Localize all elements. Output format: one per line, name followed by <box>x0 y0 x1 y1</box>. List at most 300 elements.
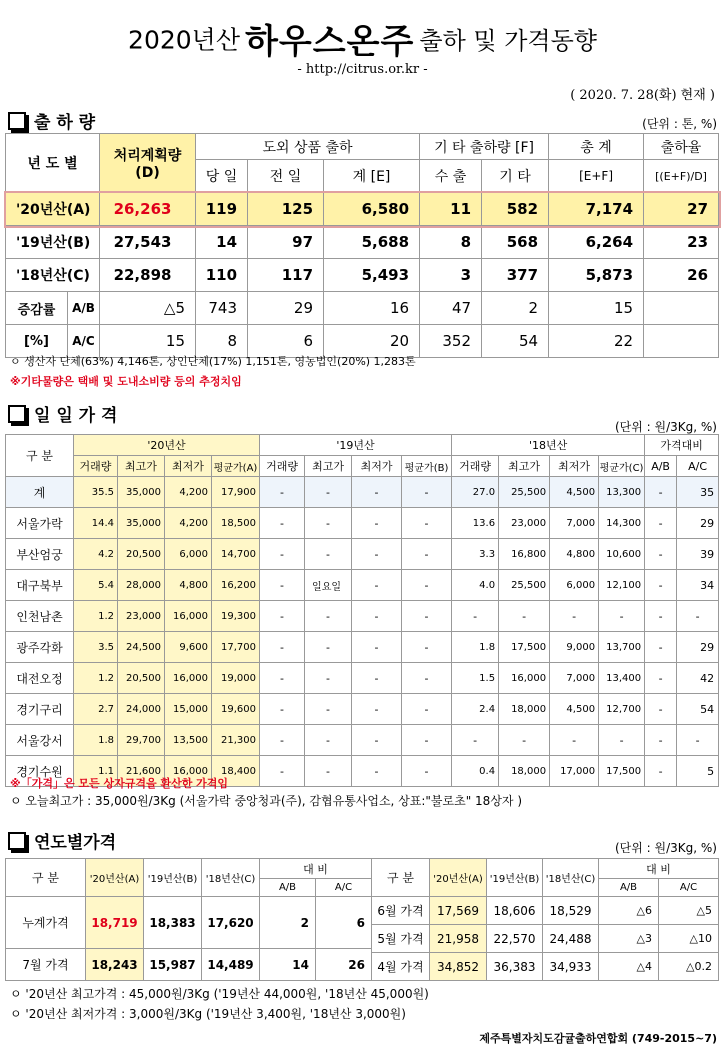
daily-cell: 18,000 <box>499 694 550 725</box>
checkbox-square-icon <box>8 832 26 850</box>
hdr-export: 수 출 <box>420 160 482 193</box>
yr-hdr-ab: A/B <box>599 879 659 897</box>
daily-cell: 4,800 <box>165 570 212 601</box>
yr-y18: 24,488 <box>543 925 599 953</box>
daily-cell: 19,600 <box>212 694 260 725</box>
daily-cell: 4,500 <box>550 694 599 725</box>
daily-cell: 20,500 <box>118 539 165 570</box>
daily-cell: - <box>305 477 352 508</box>
hdr-other: 기 타 출하량 [F] <box>420 134 549 160</box>
shipment-plan: 27,543 <box>100 226 196 259</box>
yr-name: 4월 가격 <box>372 953 430 981</box>
section-shipment-label: 출 하 량 <box>34 113 96 133</box>
daily-cell: 24,000 <box>118 694 165 725</box>
daily-cell: - <box>352 601 402 632</box>
daily-cell: 일요일 <box>305 570 352 601</box>
yl-hdr-ac: A/C <box>316 879 372 897</box>
daily-cell: 9,000 <box>550 632 599 663</box>
daily-cell: - <box>260 756 305 787</box>
daily-cell: 6,000 <box>165 539 212 570</box>
daily-cell: 18,500 <box>212 508 260 539</box>
daily-cell: - <box>645 477 677 508</box>
daily-cell: - <box>499 725 550 756</box>
daily-cell: 13.6 <box>452 508 499 539</box>
daily-cell: 25,500 <box>499 570 550 601</box>
shipment-plan: 22,898 <box>100 259 196 292</box>
section-shipment-title <box>8 108 95 133</box>
daily-cell: 29 <box>677 508 719 539</box>
checkbox-square-icon <box>8 112 26 130</box>
daily-cell: 16,000 <box>165 756 212 787</box>
daily-cell: - <box>599 725 645 756</box>
yr-y20: 21,958 <box>430 925 487 953</box>
change-label: [%] <box>6 325 68 358</box>
daily-hdr-avg-c: 평균가(C) <box>599 456 645 477</box>
daily-cell: 23,000 <box>499 508 550 539</box>
daily-cell: - <box>645 756 677 787</box>
hdr-rate: 출하율 <box>644 134 719 160</box>
yr-hdr-y19: '19년산(B) <box>487 859 543 897</box>
daily-cell: 35.5 <box>74 477 118 508</box>
table-row <box>372 953 719 981</box>
daily-cell: 29,700 <box>118 725 165 756</box>
shipment-export: 3 <box>420 259 482 292</box>
daily-cell: - <box>260 694 305 725</box>
daily-cell: - <box>402 508 452 539</box>
daily-cell: - <box>402 477 452 508</box>
daily-hdr-vol-a: 거래량 <box>74 456 118 477</box>
daily-cell: 18,400 <box>212 756 260 787</box>
change-rate <box>644 325 719 358</box>
shipment-export: 11 <box>420 193 482 226</box>
table-row <box>6 226 719 259</box>
daily-cell: 13,400 <box>599 663 645 694</box>
daily-cell: 20,500 <box>118 663 165 694</box>
yr-name: 6월 가격 <box>372 897 430 925</box>
title-subtitle: 출하 및 가격동향 <box>419 27 597 55</box>
daily-cell: - <box>305 601 352 632</box>
shipment-unit: (단위 : 톤, %) <box>642 117 717 131</box>
daily-cell: 16,800 <box>499 539 550 570</box>
section-yearly-title <box>8 828 116 853</box>
change-etc: 54 <box>482 325 549 358</box>
daily-cell: - <box>599 601 645 632</box>
daily-hdr-gubun: 구 분 <box>6 435 74 477</box>
daily-cell: 35,000 <box>118 508 165 539</box>
yl-y19: 15,987 <box>144 949 202 981</box>
daily-cell: 7,000 <box>550 663 599 694</box>
daily-cell: - <box>402 632 452 663</box>
yr-hdr-y20: '20년산(A) <box>430 859 487 897</box>
section-daily-label: 일 일 가 격 <box>34 406 118 426</box>
daily-cell: 10,600 <box>599 539 645 570</box>
section-yearly-label: 연도별가격 <box>34 833 117 853</box>
yr-y19: 36,383 <box>487 953 543 981</box>
yr-y19: 22,570 <box>487 925 543 953</box>
daily-cell: - <box>402 663 452 694</box>
daily-cell: - <box>645 539 677 570</box>
yr-ab: △4 <box>599 953 659 981</box>
change-ratio: A/C <box>68 325 100 358</box>
organization-footer: 제주특별자치도감귤출하연합회 (749-2015~7) <box>479 1032 717 1045</box>
hdr-year: 년 도 별 <box>6 134 100 193</box>
table-row <box>6 570 719 601</box>
yearly-note-lowest: ㅇ '20년산 최저가격 : 3,000원/3Kg ('19년산 3,400원, '18년산 3,000원) <box>10 1007 406 1021</box>
daily-hdr-max-c: 최고가 <box>499 456 550 477</box>
yr-ac: △0.2 <box>659 953 719 981</box>
daily-cell: 12,100 <box>599 570 645 601</box>
daily-cell: 21,300 <box>212 725 260 756</box>
market-name: 서울강서 <box>6 725 74 756</box>
daily-cell: 17,700 <box>212 632 260 663</box>
daily-cell: 23,000 <box>118 601 165 632</box>
daily-hdr-min-c: 최저가 <box>550 456 599 477</box>
daily-hdr-compare: 가격대비 <box>645 435 719 456</box>
daily-cell: 17,500 <box>599 756 645 787</box>
yearly-unit: (단위 : 원/3Kg, %) <box>614 841 717 855</box>
daily-cell: - <box>402 570 452 601</box>
yr-name: 5월 가격 <box>372 925 430 953</box>
daily-cell: - <box>452 601 499 632</box>
daily-cell: - <box>305 508 352 539</box>
daily-cell: 24,500 <box>118 632 165 663</box>
daily-cell: 39 <box>677 539 719 570</box>
section-daily-title <box>8 401 117 426</box>
table-row <box>6 725 719 756</box>
daily-hdr-ac: A/C <box>677 456 719 477</box>
daily-cell: - <box>402 601 452 632</box>
shipment-note-estimate: ※기타물량은 택배 및 도내소비량 등의 추정치임 <box>10 375 242 388</box>
market-name: 서울가락 <box>6 508 74 539</box>
daily-cell: - <box>352 539 402 570</box>
daily-cell: - <box>645 632 677 663</box>
daily-cell: - <box>402 756 452 787</box>
daily-cell: - <box>260 601 305 632</box>
daily-hdr-y20: '20년산 <box>74 435 260 456</box>
daily-cell: 15,000 <box>165 694 212 725</box>
yl-hdr-gubun: 구 분 <box>6 859 86 897</box>
daily-cell: - <box>352 756 402 787</box>
daily-cell: 19,000 <box>212 663 260 694</box>
yearly-note-highest: ㅇ '20년산 최고가격 : 45,000원/3Kg ('19년산 44,000원, '18년산 45,000원) <box>10 987 429 1001</box>
yl-ac: 6 <box>316 897 372 949</box>
daily-hdr-y19: '19년산 <box>260 435 452 456</box>
change-today: 743 <box>196 292 248 325</box>
daily-cell: 42 <box>677 663 719 694</box>
market-name: 대구북부 <box>6 570 74 601</box>
shipment-etc: 582 <box>482 193 549 226</box>
shipment-total: 5,873 <box>549 259 644 292</box>
daily-hdr-min-b: 최저가 <box>352 456 402 477</box>
yl-y20: 18,719 <box>86 897 144 949</box>
daily-cell: - <box>260 663 305 694</box>
table-row <box>6 292 719 325</box>
shipment-sum: 5,688 <box>324 226 420 259</box>
table-row <box>6 663 719 694</box>
hdr-domestic: 도외 상품 출하 <box>196 134 420 160</box>
daily-cell: 4,800 <box>550 539 599 570</box>
daily-cell: - <box>305 663 352 694</box>
daily-cell: - <box>260 508 305 539</box>
change-rate <box>644 292 719 325</box>
site-url: - http://citrus.or.kr - <box>297 62 428 77</box>
table-row <box>6 193 719 226</box>
yl-hdr-compare: 대 비 <box>260 859 372 879</box>
shipment-etc: 568 <box>482 226 549 259</box>
shipment-row-label: '20년산(A) <box>6 193 100 226</box>
shipment-total: 6,264 <box>549 226 644 259</box>
table-row <box>372 925 719 953</box>
shipment-table <box>5 133 719 358</box>
change-prev: 29 <box>248 292 324 325</box>
hdr-rate-sub: [(E+F)/D] <box>644 160 719 193</box>
daily-cell: 1.5 <box>452 663 499 694</box>
yl-name: 누계가격 <box>6 897 86 949</box>
report-date: ( 2020. 7. 28(화) 현재 ) <box>570 88 715 103</box>
daily-cell: - <box>352 663 402 694</box>
daily-cell: 3.5 <box>74 632 118 663</box>
daily-cell: - <box>645 570 677 601</box>
yl-ab: 2 <box>260 897 316 949</box>
table-row <box>6 259 719 292</box>
shipment-rate: 23 <box>644 226 719 259</box>
hdr-prev: 전 일 <box>248 160 324 193</box>
daily-cell: 9,600 <box>165 632 212 663</box>
daily-hdr-avg-a: 평균가(A) <box>212 456 260 477</box>
market-name: 대전오정 <box>6 663 74 694</box>
change-plan: △5 <box>100 292 196 325</box>
table-row <box>6 694 719 725</box>
daily-cell: 35 <box>677 477 719 508</box>
daily-cell: 3.3 <box>452 539 499 570</box>
table-row <box>6 949 372 981</box>
daily-cell: - <box>352 632 402 663</box>
table-row <box>6 477 719 508</box>
daily-cell: - <box>645 508 677 539</box>
market-name: 인천남촌 <box>6 601 74 632</box>
change-sum: 16 <box>324 292 420 325</box>
shipment-sum: 6,580 <box>324 193 420 226</box>
daily-cell: 21,600 <box>118 756 165 787</box>
yl-y19: 18,383 <box>144 897 202 949</box>
change-etc: 2 <box>482 292 549 325</box>
daily-cell: 4,200 <box>165 508 212 539</box>
daily-cell: - <box>260 570 305 601</box>
yl-ab: 14 <box>260 949 316 981</box>
market-name: 경기수원 <box>6 756 74 787</box>
hdr-plan: 처리계획량 (D) <box>100 134 196 193</box>
change-plan: 15 <box>100 325 196 358</box>
daily-cell: 34 <box>677 570 719 601</box>
daily-cell: 25,500 <box>499 477 550 508</box>
change-label: 증감률 <box>6 292 68 325</box>
daily-cell: 1.8 <box>452 632 499 663</box>
daily-cell: - <box>305 756 352 787</box>
shipment-etc: 377 <box>482 259 549 292</box>
yr-hdr-gubun: 구 분 <box>372 859 430 897</box>
daily-cell: - <box>352 570 402 601</box>
daily-cell: - <box>352 725 402 756</box>
change-export: 47 <box>420 292 482 325</box>
yr-ac: △10 <box>659 925 719 953</box>
daily-cell: 14,300 <box>599 508 645 539</box>
market-name: 경기구리 <box>6 694 74 725</box>
change-total: 22 <box>549 325 644 358</box>
table-row <box>6 508 719 539</box>
yearly-right-table <box>371 858 719 981</box>
daily-cell: 17,500 <box>499 632 550 663</box>
daily-note-conversion: ※「가격」은 모든 상자규격을 환산한 가격임 <box>10 777 229 790</box>
daily-cell: 5 <box>677 756 719 787</box>
daily-note-highest: ㅇ 오늘최고가 : 35,000원/3Kg (서울가락 중앙청과(주), 감협유통사업소, 상표:"불로초" 18상자 ) <box>10 794 522 808</box>
daily-cell: - <box>499 601 550 632</box>
shipment-prev: 117 <box>248 259 324 292</box>
yr-hdr-ac: A/C <box>659 879 719 897</box>
daily-cell: - <box>645 663 677 694</box>
yl-name: 7월 가격 <box>6 949 86 981</box>
daily-cell: 17,000 <box>550 756 599 787</box>
shipment-export: 8 <box>420 226 482 259</box>
daily-cell: - <box>305 694 352 725</box>
daily-cell: 35,000 <box>118 477 165 508</box>
table-row <box>6 601 719 632</box>
daily-cell: 17,900 <box>212 477 260 508</box>
daily-cell: 27.0 <box>452 477 499 508</box>
shipment-today: 14 <box>196 226 248 259</box>
change-prev: 6 <box>248 325 324 358</box>
daily-cell: 12,700 <box>599 694 645 725</box>
hdr-total: 총 계 <box>549 134 644 160</box>
daily-cell: - <box>677 601 719 632</box>
daily-cell: - <box>260 725 305 756</box>
daily-cell: 29 <box>677 632 719 663</box>
shipment-total: 7,174 <box>549 193 644 226</box>
daily-cell: 2.7 <box>74 694 118 725</box>
yr-ab: △3 <box>599 925 659 953</box>
daily-hdr-avg-b: 평균가(B) <box>402 456 452 477</box>
daily-cell: - <box>645 694 677 725</box>
hdr-sum: 계 [E] <box>324 160 420 193</box>
daily-cell: 2.4 <box>452 694 499 725</box>
yr-y18: 18,529 <box>543 897 599 925</box>
daily-cell: 1.2 <box>74 601 118 632</box>
daily-cell: - <box>352 477 402 508</box>
daily-cell: 13,700 <box>599 632 645 663</box>
yl-hdr-ab: A/B <box>260 879 316 897</box>
daily-hdr-y18: '18년산 <box>452 435 645 456</box>
table-row <box>6 632 719 663</box>
daily-cell: - <box>260 539 305 570</box>
daily-hdr-max-a: 최고가 <box>118 456 165 477</box>
daily-cell: 14.4 <box>74 508 118 539</box>
shipment-prev: 125 <box>248 193 324 226</box>
change-ratio: A/B <box>68 292 100 325</box>
daily-cell: - <box>352 508 402 539</box>
daily-cell: - <box>402 694 452 725</box>
yl-ac: 26 <box>316 949 372 981</box>
yl-hdr-y18: '18년산(C) <box>202 859 260 897</box>
yr-y20: 17,569 <box>430 897 487 925</box>
daily-cell: - <box>402 725 452 756</box>
daily-cell: - <box>677 725 719 756</box>
daily-cell: 16,000 <box>165 601 212 632</box>
daily-cell: 1.8 <box>74 725 118 756</box>
title-year: 2020년산 <box>128 25 240 55</box>
yl-y18: 14,489 <box>202 949 260 981</box>
yr-hdr-y18: '18년산(C) <box>543 859 599 897</box>
shipment-today: 119 <box>196 193 248 226</box>
shipment-rate: 27 <box>644 193 719 226</box>
daily-cell: 4.0 <box>452 570 499 601</box>
daily-cell: 7,000 <box>550 508 599 539</box>
daily-cell: 28,000 <box>118 570 165 601</box>
daily-hdr-vol-c: 거래량 <box>452 456 499 477</box>
daily-cell: 0.4 <box>452 756 499 787</box>
daily-hdr-min-a: 최저가 <box>165 456 212 477</box>
page-title <box>0 14 725 63</box>
daily-cell: 1.1 <box>74 756 118 787</box>
yl-hdr-y20: '20년산(A) <box>86 859 144 897</box>
daily-cell: - <box>402 539 452 570</box>
daily-cell: 6,000 <box>550 570 599 601</box>
hdr-today: 당 일 <box>196 160 248 193</box>
market-name: 광주각화 <box>6 632 74 663</box>
daily-cell: 16,000 <box>165 663 212 694</box>
yr-ac: △5 <box>659 897 719 925</box>
yr-ab: △6 <box>599 897 659 925</box>
table-row <box>6 539 719 570</box>
market-name: 부산엄궁 <box>6 539 74 570</box>
change-sum: 20 <box>324 325 420 358</box>
shipment-rate: 26 <box>644 259 719 292</box>
daily-cell: 13,500 <box>165 725 212 756</box>
shipment-row-label: '18년산(C) <box>6 259 100 292</box>
daily-price-table <box>5 434 719 787</box>
daily-cell: 54 <box>677 694 719 725</box>
table-row <box>372 897 719 925</box>
shipment-note-producers: ㅇ 생산자 단체(63%) 4,146톤, 상인단체(17%) 1,151톤, 영농법인(20%) 1,283톤 <box>10 355 416 368</box>
shipment-prev: 97 <box>248 226 324 259</box>
daily-unit: (단위 : 원/3Kg, %) <box>614 420 717 434</box>
daily-cell: 14,700 <box>212 539 260 570</box>
daily-hdr-max-b: 최고가 <box>305 456 352 477</box>
yl-hdr-y19: '19년산(B) <box>144 859 202 897</box>
yr-y19: 18,606 <box>487 897 543 925</box>
daily-cell: - <box>645 601 677 632</box>
daily-cell: 5.4 <box>74 570 118 601</box>
daily-cell: 4,200 <box>165 477 212 508</box>
yr-y20: 34,852 <box>430 953 487 981</box>
daily-cell: 13,300 <box>599 477 645 508</box>
daily-cell: - <box>260 632 305 663</box>
daily-hdr-ab: A/B <box>645 456 677 477</box>
daily-cell: 4.2 <box>74 539 118 570</box>
market-name: 계 <box>6 477 74 508</box>
daily-cell: - <box>452 725 499 756</box>
yearly-left-table <box>5 858 372 981</box>
daily-cell: 18,000 <box>499 756 550 787</box>
change-today: 8 <box>196 325 248 358</box>
daily-cell: 4,500 <box>550 477 599 508</box>
yl-y20: 18,243 <box>86 949 144 981</box>
daily-cell: - <box>352 694 402 725</box>
yl-y18: 17,620 <box>202 897 260 949</box>
daily-cell: 19,300 <box>212 601 260 632</box>
shipment-today: 110 <box>196 259 248 292</box>
shipment-row-label: '19년산(B) <box>6 226 100 259</box>
daily-cell: 16,200 <box>212 570 260 601</box>
shipment-sum: 5,493 <box>324 259 420 292</box>
